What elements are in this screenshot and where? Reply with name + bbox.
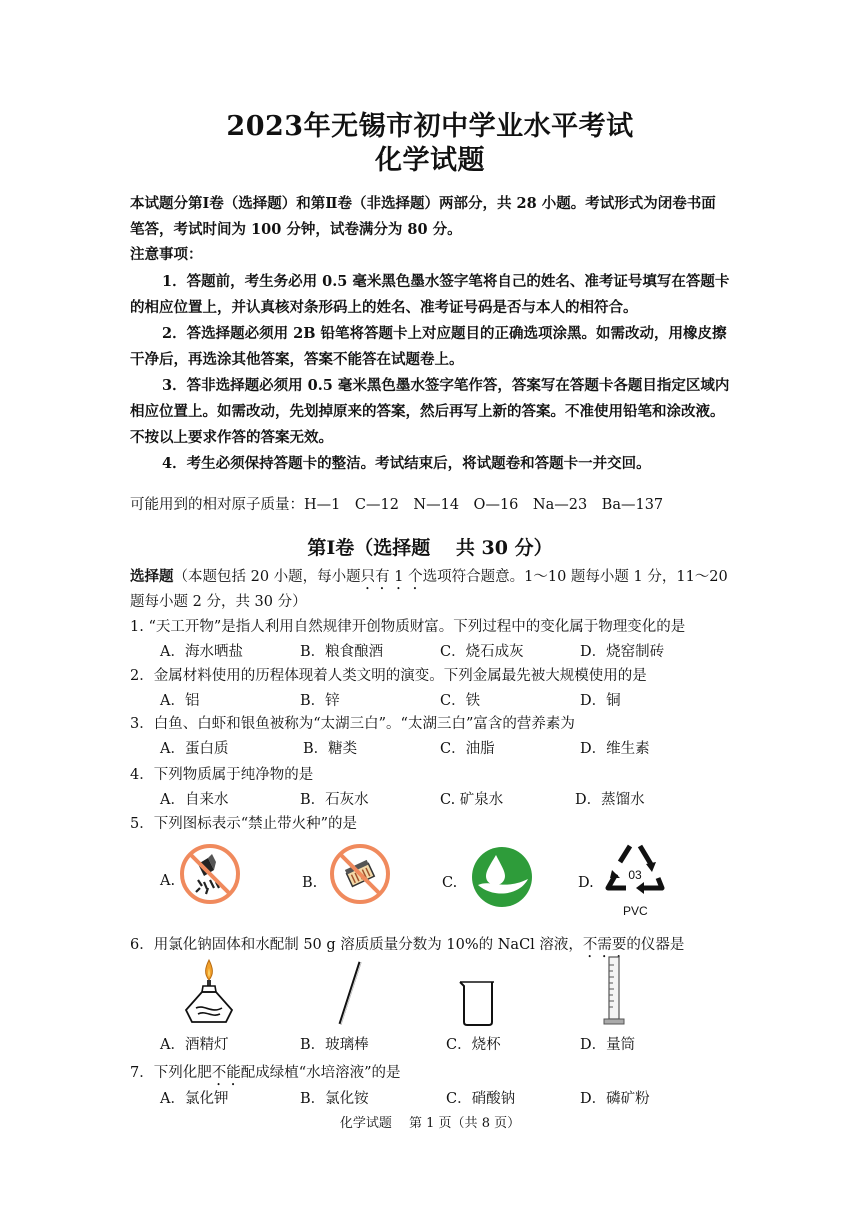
exam-subtitle: 化学试题 [375,145,485,176]
page-footer: 化学试题 第 1 页（共 8 页） [339,1116,521,1131]
glass-rod-icon [330,958,370,1028]
option-c: C．烧杯 [446,1037,501,1053]
note-item: 3．答非选择题必须用 0.5 毫米黑色墨水签字笔作答，答案写在答题卡各题目指定区域内相应位置上。如需改动，先划掉原来的答案，然后再写上新的答案。不准使用铅笔和涂改液。不按以上要求作答的答案无效。 [130,377,730,446]
option-b: B．糖类 [303,741,358,757]
beaker-icon [456,978,500,1028]
emphasis-text: 不需要 [582,937,627,953]
option-b: B．石灰水 [300,792,369,808]
option-a: A．蛋白质 [160,741,229,757]
alcohol-lamp-icon [182,958,236,1026]
recycle-number: 03 [628,868,642,882]
option-a: A．海水晒盐 [160,644,243,660]
option-a: A．自来水 [160,792,229,808]
question-stem: 4．下列物质属于纯净物的是 [130,767,314,783]
option-d: D．维生素 [580,741,650,757]
option-d: D．蒸馏水 [575,792,645,808]
section-intro-line2: 题每小题 2 分，共 30 分） [130,594,307,610]
atomic-masses: 可能用到的相对原子质量：H—1 C—12 N—14 O—16 Na—23 Ba—137 [130,497,664,513]
emphasis-text: 只有 1 个 [360,569,423,585]
option-b: B．锌 [300,693,340,709]
option-a: A．酒精灯 [160,1037,229,1053]
question-stem: 1. “天工开物”是指人利用自然规律开创物质财富。下列过程中的变化属于物理变化的是 [130,619,686,635]
option-a: A．铝 [160,693,200,709]
option-c: C. [442,875,458,891]
option-c: C. 矿泉水 [440,792,504,808]
question-stem: 2．金属材料使用的历程体现着人类文明的演变。下列金属最先被大规模使用的是 [130,668,647,684]
recycle-label: PVC [623,904,648,918]
exam-intro: 本试题分第Ⅰ卷（选择题）和第Ⅱ卷（非选择题）两部分，共 28 小题。考试形式为闭卷书面笔答，考试时间为 100 分钟，试卷满分为 80 分。 [130,195,716,238]
water-saving-icon [470,845,534,909]
note-item: 1．答题前，考生务必用 0.5 毫米黑色墨水签字笔将自己的姓名、准考证号填写在答题卡的相应位置上，并认真核对条形码上的姓名、准考证号码是否与本人的相符合。 [130,273,730,316]
option-d: D．烧窑制砖 [580,644,665,660]
question-stem: 7．下列化肥不能配成绿植“水培溶液”的是 [130,1065,401,1081]
option-d: D. [578,875,594,891]
option-c: C．铁 [440,693,481,709]
notes-heading: 注意事项： [130,246,203,263]
option-a: A．氯化钾 [160,1091,229,1107]
option-d: D．磷矿粉 [580,1091,650,1107]
option-a: A. [160,873,176,889]
section-intro-bold: 选择题 [130,568,174,585]
graduated-cylinder-icon [602,955,626,1027]
note-item: 4．考生必须保持答题卡的整洁。考试结束后，将试题卷和答题卡一并交回。 [162,455,651,472]
no-matches-icon [328,842,392,906]
option-d: D．量筒 [580,1037,636,1053]
option-c: C．硝酸钠 [446,1091,516,1107]
no-fire-source-icon [178,842,242,906]
option-c: C．烧石成灰 [440,644,524,660]
option-b: B. [302,875,318,891]
section-title: 第Ⅰ卷（选择题 共 30 分） [307,537,553,559]
option-b: B．粮食酿酒 [300,644,384,660]
question-stem: 3．白鱼、白虾和银鱼被称为“太湖三白”。“太湖三白”富含的营养素为 [130,716,575,732]
section-intro-line1: 选择题（本题包括 20 小题，每小题只有 1 个选项符合题意。1～10 题每小题 1 分，11～20 [130,568,728,585]
recycling-icon [600,840,670,904]
question-stem: 6．用氯化钠固体和水配制 50 g 溶质质量分数为 10%的 NaCl 溶液，不需要的仪器是 [130,937,685,953]
emphasis-text: 不能 [211,1065,241,1081]
option-c: C．油脂 [440,741,495,757]
option-b: B．氯化铵 [300,1091,369,1107]
option-b: B．玻璃棒 [300,1037,369,1053]
note-item: 2．答选择题必须用 2B 铅笔将答题卡上对应题目的正确选项涂黑。如需改动，用橡皮擦干净后，再选涂其他答案，答案不能答在试题卷上。 [130,325,727,368]
exam-title: 2023年无锡市初中学业水平考试 [226,111,634,142]
option-d: D．铜 [580,693,621,709]
question-stem: 5．下列图标表示“禁止带火种”的是 [130,816,358,832]
